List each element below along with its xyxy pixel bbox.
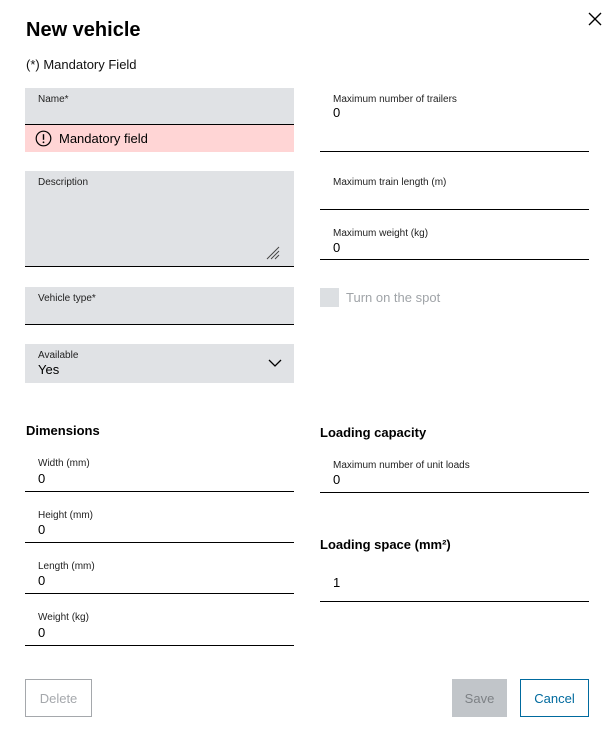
turn-on-spot-row (320, 288, 440, 307)
available-label: Available (38, 350, 79, 361)
description-field[interactable] (25, 171, 294, 267)
close-button[interactable] (585, 9, 605, 29)
name-field[interactable] (25, 88, 294, 125)
delete-button[interactable]: Delete (25, 679, 92, 717)
description-label: Description (38, 177, 89, 188)
name-error (25, 125, 294, 152)
name-label: Name* (38, 94, 69, 105)
max-unit-loads-label: Maximum number of unit loads (333, 460, 470, 471)
turn-on-spot-label: Turn on the spot (346, 290, 441, 305)
max-trailers-label: Maximum number of trailers (333, 94, 457, 105)
cancel-button[interactable]: Cancel (520, 679, 589, 717)
resize-handle-icon[interactable] (266, 246, 280, 260)
weight-label: Weight (kg) (38, 612, 89, 623)
loading-space-field[interactable] (320, 562, 589, 602)
length-value: 0 (38, 573, 46, 588)
max-train-length-field[interactable] (320, 171, 589, 210)
save-button[interactable]: Save (452, 679, 507, 717)
width-label: Width (mm) (38, 458, 90, 469)
loading-space-value: 1 (333, 575, 341, 590)
width-field[interactable] (25, 452, 294, 492)
max-unit-loads-value: 0 (333, 472, 341, 487)
max-trailers-field[interactable] (320, 88, 589, 152)
vehicle-type-field[interactable] (25, 287, 294, 325)
width-value: 0 (38, 471, 46, 486)
max-weight-label: Maximum weight (kg) (333, 228, 429, 239)
loading-capacity-heading: Loading capacity (320, 425, 427, 440)
height-label: Height (mm) (38, 510, 94, 521)
max-weight-field[interactable] (320, 222, 589, 260)
available-value: Yes (38, 362, 60, 377)
turn-on-spot-checkbox[interactable] (320, 288, 339, 307)
max-unit-loads-field[interactable] (320, 454, 589, 493)
height-value: 0 (38, 522, 46, 537)
chevron-down-icon (268, 358, 282, 368)
close-icon (585, 9, 605, 29)
error-icon (35, 130, 52, 147)
dialog-title: New vehicle (26, 19, 141, 41)
loading-space-heading: Loading space (mm²) (320, 537, 451, 552)
height-field[interactable] (25, 504, 294, 543)
mandatory-note: (*) Mandatory Field (26, 57, 137, 72)
dimensions-heading: Dimensions (26, 423, 100, 438)
error-text: Mandatory field (59, 131, 148, 146)
max-weight-value: 0 (333, 240, 341, 255)
vehicle-type-label: Vehicle type* (38, 293, 96, 304)
available-select[interactable] (25, 344, 294, 383)
max-train-length-label: Maximum train length (m) (333, 177, 447, 188)
length-field[interactable] (25, 555, 294, 594)
length-label: Length (mm) (38, 561, 95, 572)
max-trailers-value: 0 (333, 105, 341, 120)
weight-field[interactable] (25, 606, 294, 646)
weight-value: 0 (38, 625, 46, 640)
